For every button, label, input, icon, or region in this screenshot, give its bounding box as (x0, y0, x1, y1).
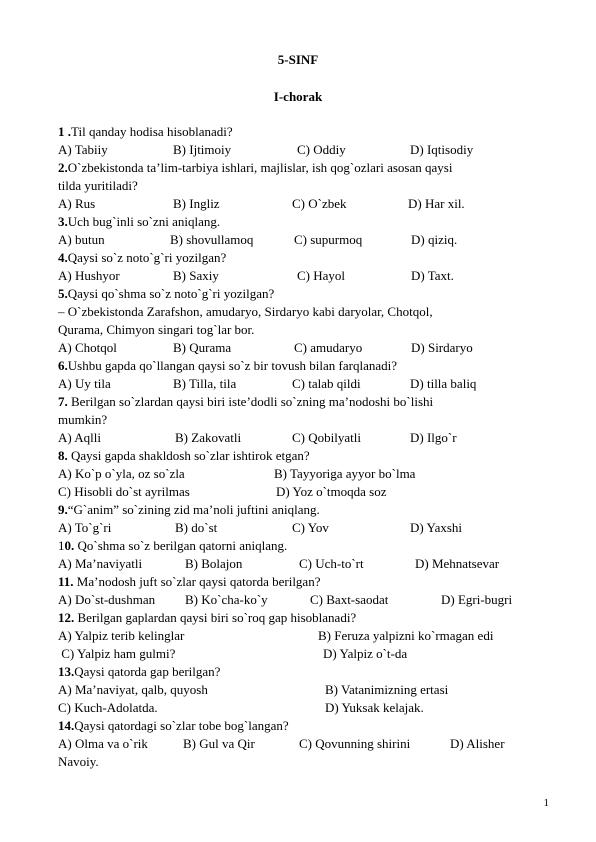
q6-option-c[interactable]: C) talab qildi (292, 376, 361, 391)
q6-option-d[interactable]: D) tilla baliq (410, 376, 477, 391)
question-9: 9.“G`anim” so`zining zid ma’noli juftini aniqlang. (58, 502, 320, 517)
q12-option-a[interactable]: A) Yalpiz terib kelinglar (58, 628, 185, 643)
q1-option-b[interactable]: B) Ijtimoiy (173, 142, 232, 157)
q5-option-a[interactable]: A) Chotqol (58, 340, 117, 355)
q3-option-c[interactable]: C) supurmoq (294, 232, 363, 247)
q14-option-c[interactable]: C) Qovunning shirini (299, 736, 411, 751)
q1-option-c[interactable]: C) Oddiy (297, 142, 346, 157)
question-8: 8. Qaysi gapda shakldosh so`zlar ishtirok etgan? (58, 448, 310, 463)
q11-option-b[interactable]: B) Ko`cha-ko`y (185, 592, 268, 607)
q13-option-a[interactable]: A) Ma’naviyat, qalb, quyosh (58, 682, 208, 697)
q14-option-b[interactable]: B) Gul va Qir (183, 736, 255, 751)
page-number: 1 (543, 797, 549, 809)
q9-option-b[interactable]: B) do`st (175, 520, 218, 535)
question-5: 5.Qaysi qo`shma so`z noto`g`ri yozilgan? (58, 286, 275, 301)
question-1: 1 .Til qanday hodisa hisoblanadi? (58, 124, 233, 139)
q7-option-b[interactable]: B) Zakovatli (175, 430, 242, 445)
q5-option-b[interactable]: B) Qurama (173, 340, 232, 355)
q7-option-a[interactable]: A) Aqlli (58, 430, 101, 445)
q3-option-a[interactable]: A) butun (58, 232, 105, 247)
q8-option-a[interactable]: A) Ko`p o`yla, oz so`zla (58, 466, 185, 481)
q12-option-b[interactable]: B) Feruza yalpizni ko`rmagan edi (318, 628, 494, 643)
q7-option-c[interactable]: C) Qobilyatli (292, 430, 361, 445)
q2-option-d[interactable]: D) Har xil. (408, 196, 465, 211)
q6-option-a[interactable]: A) Uy tila (58, 376, 111, 391)
q4-option-b[interactable]: B) Saxiy (173, 268, 219, 283)
q1-option-a[interactable]: A) Tabiiy (58, 142, 108, 157)
q9-option-a[interactable]: A) To`g`ri (58, 520, 112, 535)
question-7-cont: mumkin? (58, 412, 108, 427)
q11-option-c[interactable]: C) Baxt-saodat (310, 592, 389, 607)
q5-option-d[interactable]: D) Sirdaryo (411, 340, 473, 355)
q2-option-b[interactable]: B) Ingliz (173, 196, 220, 211)
q8-option-d[interactable]: D) Yoz o`tmoqda soz (276, 484, 387, 499)
q4-option-a[interactable]: A) Hushyor (58, 268, 120, 283)
question-4: 4.Qaysi so`z noto`g`ri yozilgan? (58, 250, 227, 265)
q7-option-d[interactable]: D) Ilgo`r (410, 430, 457, 445)
question-13: 13.Qaysi qatorda gap berilgan? (58, 664, 221, 679)
quarter-title: I-chorak (273, 89, 323, 104)
q13-option-b[interactable]: B) Vatanimizning ertasi (325, 682, 449, 697)
q10-option-d[interactable]: D) Mehnatsevar (415, 556, 500, 571)
q8-option-c[interactable]: C) Hisobli do`st ayrilmas (58, 484, 190, 499)
q2-option-c[interactable]: C) O`zbek (292, 196, 347, 211)
q14-option-d[interactable]: D) Alisher (450, 736, 505, 751)
q6-option-b[interactable]: B) Tilla, tila (173, 376, 237, 391)
question-3: 3.Uch bug`inli so`zni aniqlang. (58, 214, 221, 229)
question-2-cont: tilda yuritiladi? (58, 178, 138, 193)
q10-option-a[interactable]: A) Ma’naviyatli (58, 556, 143, 571)
q9-option-c[interactable]: C) Yov (292, 520, 329, 535)
question-14-cont: Navoiy. (58, 754, 99, 769)
q1-option-d[interactable]: D) Iqtisodiy (410, 142, 474, 157)
q11-option-d[interactable]: D) Egri-bugri (441, 592, 513, 607)
q8-option-b[interactable]: B) Tayyoriga ayyor bo`lma (274, 466, 416, 481)
q13-option-d[interactable]: D) Yuksak kelajak. (325, 700, 424, 715)
q11-option-a[interactable]: A) Do`st-dushman (58, 592, 156, 607)
q9-option-d[interactable]: D) Yaxshi (410, 520, 463, 535)
question-5-cont2: Qurama, Chimyon singari tog`lar bor. (58, 322, 255, 337)
q13-option-c[interactable]: C) Kuch-Adolatda. (58, 700, 158, 715)
grade-title: 5-SINF (277, 52, 319, 67)
q5-option-c[interactable]: C) amudaryo (294, 340, 363, 355)
q3-option-b[interactable]: B) shovullamoq (170, 232, 254, 247)
q10-option-c[interactable]: C) Uch-to`rt (299, 556, 364, 571)
question-5-cont: – O`zbekistonda Zarafshon, amudaryo, Sirdaryo kabi daryolar, Chotqol, (58, 304, 433, 319)
question-12: 12. Berilgan gaplardan qaysi biri so`roq gap hisoblanadi? (58, 610, 357, 625)
q4-option-c[interactable]: C) Hayol (297, 268, 346, 283)
question-7: 7. Berilgan so`zlardan qaysi biri iste’dodli so`zning ma’nodoshi bo`lishi (58, 394, 434, 409)
q12-option-c[interactable]: C) Yalpiz ham gulmi? (58, 646, 176, 661)
question-11: 11. Ma’nodosh juft so`zlar qaysi qatorda berilgan? (58, 574, 321, 589)
q14-option-a[interactable]: A) Olma va o`rik (58, 736, 148, 751)
question-14: 14.Qaysi qatordagi so`zlar tobe bog`langan? (58, 718, 289, 733)
q4-option-d[interactable]: D) Taxt. (411, 268, 454, 283)
q2-option-a[interactable]: A) Rus (58, 196, 96, 211)
q12-option-d[interactable]: D) Yalpiz o`t-da (323, 646, 408, 661)
question-6: 6.Ushbu gapda qo`llangan qaysi so`z bir tovush bilan farqlanadi? (58, 358, 397, 373)
question-10: 10. Qo`shma so`z berilgan qatorni aniqlang. (58, 538, 288, 553)
q10-option-b[interactable]: B) Bolajon (185, 556, 243, 571)
q3-option-d[interactable]: D) qiziq. (411, 232, 458, 247)
question-2: 2.O`zbekistonda ta’lim-tarbiya ishlari, majlislar, ish qog`ozlari asosan qaysi (58, 160, 453, 175)
